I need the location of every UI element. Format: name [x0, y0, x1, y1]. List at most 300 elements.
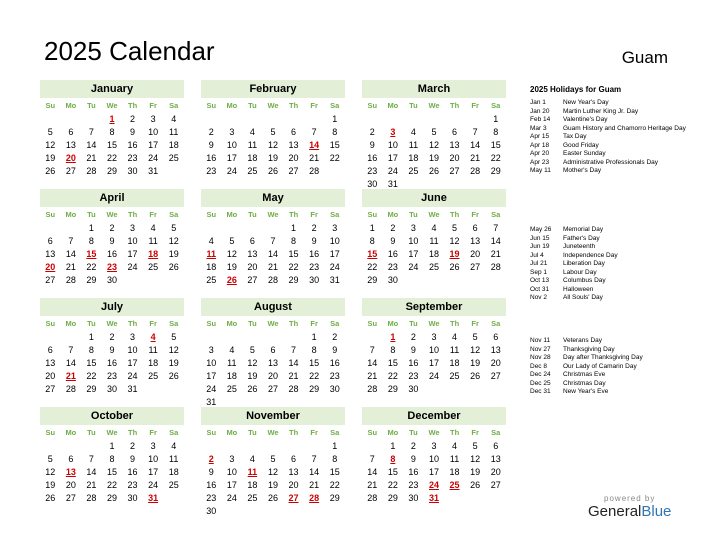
day-cell: 28	[367, 493, 378, 503]
day-cell: 15	[309, 358, 320, 368]
day-cell: 3	[410, 223, 416, 233]
weekday-header: Th	[128, 428, 138, 437]
day-cell: 22	[309, 371, 320, 381]
day-cell: 29	[387, 384, 398, 394]
month-september	[362, 298, 506, 412]
holiday-date: Apr 20	[530, 150, 550, 157]
day-cell: 18	[226, 371, 237, 381]
day-cell: 9	[130, 454, 136, 464]
weekday-header: Fr	[149, 210, 157, 219]
day-cell: 13	[449, 140, 460, 150]
day-cell: 12	[470, 345, 481, 355]
weekday-header: Sa	[169, 319, 179, 328]
day-cell: 29	[387, 493, 398, 503]
month-october	[40, 407, 184, 521]
day-cell: 8	[390, 345, 396, 355]
holiday-date: Nov 2	[530, 294, 547, 301]
empty-day-cell	[362, 331, 383, 344]
holiday-day-cell: 3	[390, 127, 396, 137]
holiday-entry	[530, 99, 705, 108]
holiday-name: Christmas Eve	[563, 371, 606, 378]
day-cell: 7	[270, 236, 276, 246]
day-cell: 2	[109, 223, 115, 233]
day-cell: 2	[390, 223, 396, 233]
holiday-day-cell: 31	[428, 493, 439, 503]
holiday-day-cell: 11	[206, 249, 217, 259]
day-cell: 8	[369, 236, 375, 246]
weekday-header: Tu	[87, 210, 96, 219]
brand-name-blue: Blue	[641, 503, 672, 520]
weekday-header: Tu	[87, 428, 96, 437]
day-cell: 5	[452, 223, 458, 233]
day-cell: 2	[208, 127, 214, 137]
empty-day-cell	[201, 222, 222, 235]
day-cell: 21	[86, 480, 97, 490]
day-cell: 14	[65, 358, 76, 368]
day-grid	[362, 113, 506, 191]
holiday-day-cell: 14	[309, 140, 320, 150]
day-cell: 27	[288, 166, 299, 176]
day-cell: 6	[47, 236, 53, 246]
holiday-group	[530, 226, 705, 303]
weekday-header: Th	[450, 210, 460, 219]
weekday-header: Tu	[248, 101, 257, 110]
weekday-header-row	[201, 426, 345, 440]
day-grid	[201, 113, 345, 178]
holiday-name: Administrative Professionals Day	[563, 158, 659, 166]
day-cell: 1	[332, 114, 338, 124]
weekday-header-row	[201, 208, 345, 222]
day-cell: 4	[208, 236, 214, 246]
weekday-header: Su	[45, 101, 56, 110]
day-cell: 12	[470, 454, 481, 464]
day-cell: 7	[291, 345, 297, 355]
holiday-date: Mar 3	[530, 124, 547, 132]
weekday-header: Sa	[169, 210, 179, 219]
day-cell: 3	[150, 114, 156, 124]
day-cell: 26	[428, 166, 439, 176]
day-cell: 12	[45, 140, 56, 150]
holiday-name: Guam History and Chamorro Heritage Day	[563, 124, 686, 132]
holiday-name: All Souls' Day	[563, 294, 603, 301]
day-cell: 3	[208, 345, 214, 355]
weekday-header: Tu	[409, 319, 418, 328]
day-cell: 10	[226, 140, 237, 150]
empty-day-cell	[242, 331, 263, 344]
weekday-header: Fr	[149, 101, 157, 110]
day-cell: 9	[390, 236, 396, 246]
holiday-name: Valentine's Day	[563, 116, 608, 123]
day-cell: 22	[490, 153, 501, 163]
day-cell: 9	[208, 467, 214, 477]
weekday-header: Th	[289, 101, 299, 110]
day-cell: 21	[288, 371, 299, 381]
holiday-entry	[530, 269, 705, 278]
empty-day-cell	[61, 113, 82, 126]
day-cell: 4	[171, 114, 177, 124]
day-cell: 31	[329, 275, 340, 285]
day-cell: 30	[408, 384, 419, 394]
day-cell: 25	[168, 480, 179, 490]
day-cell: 30	[309, 275, 320, 285]
empty-day-cell	[362, 113, 383, 126]
day-cell: 30	[206, 506, 217, 516]
day-cell: 22	[329, 480, 340, 490]
day-cell: 9	[208, 140, 214, 150]
day-cell: 13	[247, 249, 258, 259]
holiday-day-cell: 11	[247, 467, 258, 477]
weekday-header: Su	[206, 428, 217, 437]
day-cell: 11	[429, 236, 439, 246]
day-cell: 31	[127, 384, 138, 394]
day-cell: 5	[171, 223, 177, 233]
day-cell: 16	[408, 467, 419, 477]
day-cell: 26	[449, 262, 460, 272]
weekday-header: Mo	[226, 210, 238, 219]
day-cell: 21	[309, 480, 320, 490]
day-cell: 9	[410, 454, 416, 464]
day-cell: 15	[387, 358, 398, 368]
holiday-name: Thanksgiving Day	[563, 345, 615, 353]
day-cell: 28	[470, 166, 481, 176]
day-cell: 25	[226, 384, 237, 394]
weekday-header: Su	[45, 428, 56, 437]
day-cell: 4	[171, 441, 177, 451]
day-cell: 16	[408, 358, 419, 368]
weekday-header: Mo	[65, 428, 77, 437]
day-cell: 14	[470, 140, 481, 150]
day-cell: 12	[267, 140, 278, 150]
day-cell: 29	[490, 166, 501, 176]
day-cell: 22	[106, 480, 117, 490]
holiday-date: Nov 27	[530, 345, 551, 353]
holiday-name: Good Friday	[563, 141, 599, 149]
day-cell: 30	[329, 384, 340, 394]
day-cell: 2	[130, 441, 136, 451]
day-cell: 24	[127, 262, 138, 272]
day-cell: 6	[493, 332, 499, 342]
day-grid	[40, 440, 184, 505]
weekday-header: We	[267, 101, 279, 110]
day-cell: 22	[86, 371, 97, 381]
holiday-name: Our Lady of Camarin Day	[563, 362, 637, 370]
holiday-date: Oct 31	[530, 285, 550, 293]
holiday-date: Jan 1	[530, 99, 546, 106]
weekday-header: Th	[450, 319, 460, 328]
day-cell: 23	[127, 480, 138, 490]
day-cell: 17	[127, 249, 138, 259]
day-cell: 30	[127, 166, 138, 176]
day-cell: 15	[329, 467, 340, 477]
day-cell: 1	[390, 441, 396, 451]
day-cell: 11	[169, 127, 179, 137]
day-grid	[201, 331, 345, 409]
day-cell: 8	[332, 454, 338, 464]
holiday-date: Jul 21	[530, 260, 548, 267]
day-cell: 2	[109, 332, 115, 342]
holiday-date: Jul 4	[530, 251, 544, 259]
day-cell: 10	[127, 345, 138, 355]
day-cell: 21	[267, 262, 278, 272]
day-cell: 23	[408, 480, 419, 490]
day-cell: 5	[270, 454, 276, 464]
weekday-header: Th	[289, 210, 299, 219]
weekday-header-row	[201, 317, 345, 331]
day-cell: 21	[86, 153, 97, 163]
day-cell: 16	[206, 480, 217, 490]
day-cell: 4	[410, 127, 416, 137]
day-cell: 18	[449, 358, 460, 368]
day-cell: 21	[470, 153, 481, 163]
holiday-day-cell: 13	[65, 467, 76, 477]
day-cell: 3	[431, 332, 437, 342]
day-cell: 18	[168, 467, 179, 477]
day-cell: 22	[387, 371, 398, 381]
day-cell: 5	[270, 127, 276, 137]
day-cell: 12	[428, 140, 439, 150]
weekday-header: We	[428, 101, 440, 110]
day-cell: 21	[490, 249, 501, 259]
holiday-entry	[530, 380, 705, 389]
empty-day-cell	[242, 440, 263, 453]
empty-day-cell	[283, 331, 304, 344]
day-cell: 1	[291, 223, 297, 233]
holiday-day-cell: 1	[109, 114, 115, 124]
day-cell: 5	[47, 454, 53, 464]
empty-day-cell	[263, 331, 284, 344]
day-cell: 12	[168, 345, 179, 355]
weekday-header: Fr	[471, 210, 479, 219]
holiday-entry	[530, 133, 705, 142]
day-cell: 6	[472, 223, 478, 233]
empty-day-cell	[201, 113, 222, 126]
day-cell: 26	[267, 166, 278, 176]
holiday-date: Oct 13	[530, 277, 550, 284]
weekday-header: Th	[450, 428, 460, 437]
month-title: February	[201, 80, 345, 98]
day-cell: 3	[431, 441, 437, 451]
holiday-date: May 11	[530, 167, 551, 174]
day-cell: 4	[452, 441, 458, 451]
weekday-header: Sa	[491, 428, 501, 437]
day-cell: 25	[449, 371, 460, 381]
weekday-header: Su	[367, 319, 378, 328]
day-cell: 24	[387, 166, 398, 176]
holiday-entry	[530, 354, 705, 363]
day-cell: 11	[449, 454, 460, 464]
empty-day-cell	[222, 113, 243, 126]
holiday-date: Feb 14	[530, 116, 551, 123]
day-cell: 17	[408, 249, 419, 259]
weekday-header: Th	[450, 101, 460, 110]
weekday-header: Th	[289, 428, 299, 437]
holiday-name: Martin Luther King Jr. Day	[563, 107, 639, 115]
holiday-day-cell: 18	[148, 249, 159, 259]
day-cell: 12	[226, 249, 237, 259]
day-cell: 9	[332, 345, 338, 355]
day-cell: 22	[288, 262, 299, 272]
day-cell: 10	[226, 467, 237, 477]
day-cell: 10	[206, 358, 217, 368]
day-cell: 12	[449, 236, 460, 246]
holiday-date: Nov 11	[530, 337, 551, 344]
weekday-header: Sa	[491, 319, 501, 328]
holiday-day-cell: 26	[226, 275, 237, 285]
weekday-header: Su	[45, 319, 56, 328]
holiday-entry	[530, 243, 705, 252]
holiday-entry	[530, 235, 705, 244]
day-cell: 28	[86, 166, 97, 176]
day-cell: 18	[206, 262, 217, 272]
day-cell: 23	[408, 371, 419, 381]
weekday-header: Mo	[387, 210, 399, 219]
holiday-date: Dec 31	[530, 388, 551, 395]
day-cell: 19	[168, 249, 179, 259]
day-cell: 19	[45, 153, 56, 163]
day-cell: 20	[247, 262, 258, 272]
holiday-day-cell: 15	[86, 249, 97, 259]
day-cell: 14	[86, 140, 97, 150]
holiday-day-cell: 27	[288, 493, 299, 503]
weekday-header: Su	[206, 101, 217, 110]
day-cell: 24	[206, 384, 217, 394]
weekday-header-row	[362, 426, 506, 440]
day-cell: 4	[431, 223, 437, 233]
day-cell: 27	[247, 275, 258, 285]
weekday-header: Th	[128, 101, 138, 110]
day-cell: 8	[311, 345, 317, 355]
month-may	[201, 189, 345, 303]
day-cell: 25	[247, 493, 258, 503]
empty-day-cell	[465, 113, 486, 126]
month-march	[362, 80, 506, 194]
day-cell: 26	[247, 384, 258, 394]
day-cell: 31	[387, 179, 398, 189]
weekday-header: Mo	[65, 210, 77, 219]
holiday-entry	[530, 108, 705, 117]
day-cell: 18	[428, 249, 439, 259]
empty-day-cell	[242, 113, 263, 126]
weekday-header: Tu	[409, 210, 418, 219]
empty-day-cell	[222, 331, 243, 344]
day-cell: 22	[86, 262, 97, 272]
day-cell: 24	[148, 480, 159, 490]
empty-day-cell	[201, 440, 222, 453]
day-cell: 10	[148, 127, 159, 137]
day-cell: 14	[86, 467, 97, 477]
day-cell: 22	[387, 480, 398, 490]
day-cell: 7	[472, 127, 478, 137]
day-cell: 5	[472, 441, 478, 451]
weekday-header: Fr	[310, 101, 318, 110]
day-cell: 2	[130, 114, 136, 124]
day-cell: 18	[247, 153, 258, 163]
day-cell: 16	[387, 249, 398, 259]
region-label: Guam	[621, 48, 668, 67]
empty-day-cell	[40, 113, 61, 126]
day-cell: 26	[45, 493, 56, 503]
day-cell: 31	[206, 397, 217, 407]
day-cell: 4	[249, 127, 255, 137]
holiday-entry	[530, 388, 705, 397]
day-cell: 7	[369, 345, 375, 355]
day-cell: 1	[311, 332, 317, 342]
weekday-header-row	[40, 426, 184, 440]
empty-day-cell	[362, 440, 383, 453]
day-cell: 26	[168, 371, 179, 381]
day-cell: 23	[309, 262, 320, 272]
day-cell: 31	[148, 166, 159, 176]
day-cell: 24	[408, 262, 419, 272]
day-grid	[201, 440, 345, 518]
holiday-entry	[530, 363, 705, 372]
month-february	[201, 80, 345, 194]
day-cell: 13	[490, 345, 501, 355]
day-cell: 18	[168, 140, 179, 150]
day-cell: 25	[148, 371, 159, 381]
empty-day-cell	[263, 440, 284, 453]
day-cell: 7	[88, 454, 94, 464]
weekday-header: Su	[367, 428, 378, 437]
holiday-entry	[530, 142, 705, 151]
empty-day-cell	[283, 440, 304, 453]
day-cell: 30	[106, 384, 117, 394]
holiday-entry	[530, 260, 705, 269]
day-cell: 1	[88, 223, 94, 233]
day-cell: 11	[227, 358, 237, 368]
holiday-name: Columbus Day	[563, 277, 606, 284]
day-cell: 30	[367, 179, 378, 189]
month-june	[362, 189, 506, 303]
holiday-day-cell: 28	[309, 493, 320, 503]
day-cell: 16	[106, 358, 117, 368]
day-cell: 27	[65, 493, 76, 503]
day-grid	[362, 222, 506, 287]
month-title: March	[362, 80, 506, 98]
holiday-date: Jun 15	[530, 234, 550, 242]
day-cell: 17	[226, 480, 237, 490]
day-cell: 1	[109, 441, 115, 451]
day-cell: 16	[329, 358, 340, 368]
holiday-day-cell: 23	[106, 262, 117, 272]
day-cell: 21	[309, 153, 320, 163]
day-cell: 23	[329, 371, 340, 381]
day-cell: 8	[109, 127, 115, 137]
holiday-name: Independence Day	[563, 251, 618, 259]
day-cell: 10	[329, 236, 340, 246]
day-cell: 27	[45, 384, 56, 394]
weekday-header: Fr	[310, 319, 318, 328]
day-cell: 24	[329, 262, 340, 272]
day-cell: 25	[168, 153, 179, 163]
holiday-day-cell: 15	[367, 249, 378, 259]
weekday-header: We	[106, 428, 118, 437]
day-cell: 6	[249, 236, 255, 246]
day-cell: 30	[127, 493, 138, 503]
day-cell: 19	[428, 153, 439, 163]
holiday-name: Christmas Day	[563, 379, 606, 387]
day-cell: 4	[452, 332, 458, 342]
holiday-list	[530, 85, 705, 395]
day-cell: 3	[130, 223, 136, 233]
day-cell: 6	[47, 345, 53, 355]
holiday-name: Easter Sunday	[563, 150, 606, 157]
day-cell: 20	[288, 480, 299, 490]
day-cell: 18	[408, 153, 419, 163]
weekday-header: Mo	[65, 319, 77, 328]
day-cell: 25	[148, 262, 159, 272]
month-title: December	[362, 407, 506, 425]
